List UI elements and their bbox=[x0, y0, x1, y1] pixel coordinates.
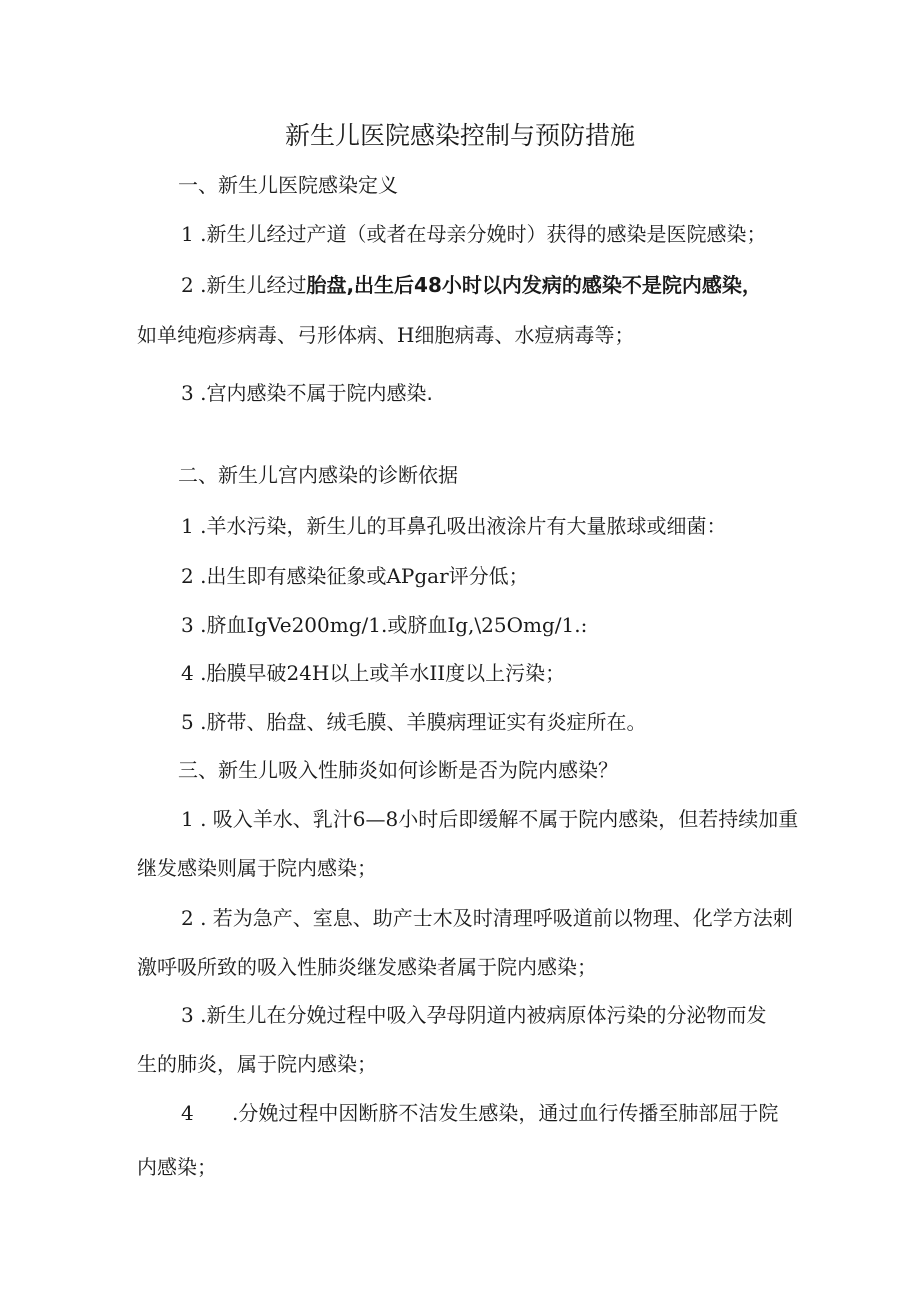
item-text: 新生儿经 bbox=[206, 222, 287, 246]
list-item-3-2-continuation: 激呼吸所致的吸入性肺炎继发感染者属于院内感染； bbox=[137, 955, 597, 979]
item-number: 1 . bbox=[181, 222, 207, 246]
list-item-3-1: 1 . 吸入羊水、乳汁6—8小时后即缓解不属于院内感染，但若持续加重 bbox=[181, 807, 799, 831]
list-item-3-1-continuation: 继发感染则属于院内感染； bbox=[137, 856, 377, 880]
item-text: 新生儿经过 bbox=[206, 273, 307, 297]
list-item-2-1: 1 .羊水污染，新生儿的耳鼻孔吸出液涂片有大量脓球或细菌： bbox=[181, 514, 727, 538]
item-number: 3 . bbox=[181, 381, 207, 405]
section-heading-2: 二、新生儿宫内感染的诊断依据 bbox=[178, 463, 458, 487]
list-item-3-4: .分娩过程中因断脐不洁发生感染，通过血行传播至肺部屈于院 bbox=[232, 1101, 779, 1125]
list-item-2-2: 2 .出生即有感染征象或APgar评分低； bbox=[181, 564, 529, 588]
section-heading-3: 三、新生儿吸入性肺炎如何诊断是否为院内感染？ bbox=[178, 758, 618, 782]
list-item-1-2 bbox=[181, 272, 762, 299]
list-item-2-3: 3 .脐血IgVe200mg/1.或脐血Ig,\25Omg/1.: bbox=[181, 613, 588, 637]
list-item-2-5: 5 .脐带、胎盘、绒毛膜、羊膜病理证实有炎症所在。 bbox=[181, 710, 647, 734]
section-heading-1: 一、新生儿医院感染定义 bbox=[178, 173, 398, 197]
item-number: 2 . bbox=[181, 273, 207, 297]
list-item-1-1 bbox=[181, 221, 766, 248]
list-item-3-2: 2 . 若为急产、室息、助产士木及时清理呼吸道前以物理、化学方法刺 bbox=[181, 906, 793, 930]
list-item-1-3 bbox=[181, 380, 433, 407]
document-title: 新生儿医院感染控制与预防措施 bbox=[284, 121, 635, 150]
item-emphasis: 过产道（或者在母亲分娩时） bbox=[286, 222, 547, 246]
list-item-3-4-continuation: 内感染； bbox=[137, 1155, 217, 1179]
list-item-3-4-number: 4 bbox=[181, 1101, 194, 1125]
item-emphasis: 胎盘,出生后48小时以内发病的感染不是院内感染， bbox=[306, 273, 762, 297]
item-emphasis: 宫内感染不属于院内感染. bbox=[206, 381, 433, 405]
list-item-3-3: 3 .新生儿在分娩过程中吸入孕母阴道内被病原体污染的分泌物而发 bbox=[181, 1003, 767, 1027]
list-item-2-4: 4 .胎膜早破24H以上或羊水II度以上污染； bbox=[181, 661, 566, 685]
item-text: 获得的感染是医院感染； bbox=[546, 222, 767, 246]
list-item-1-2-continuation: 如单纯疱疹病毒、弓形体病、H细胞病毒、水痘病毒等； bbox=[137, 323, 635, 347]
list-item-3-3-continuation: 生的肺炎，属于院内感染； bbox=[137, 1052, 377, 1076]
